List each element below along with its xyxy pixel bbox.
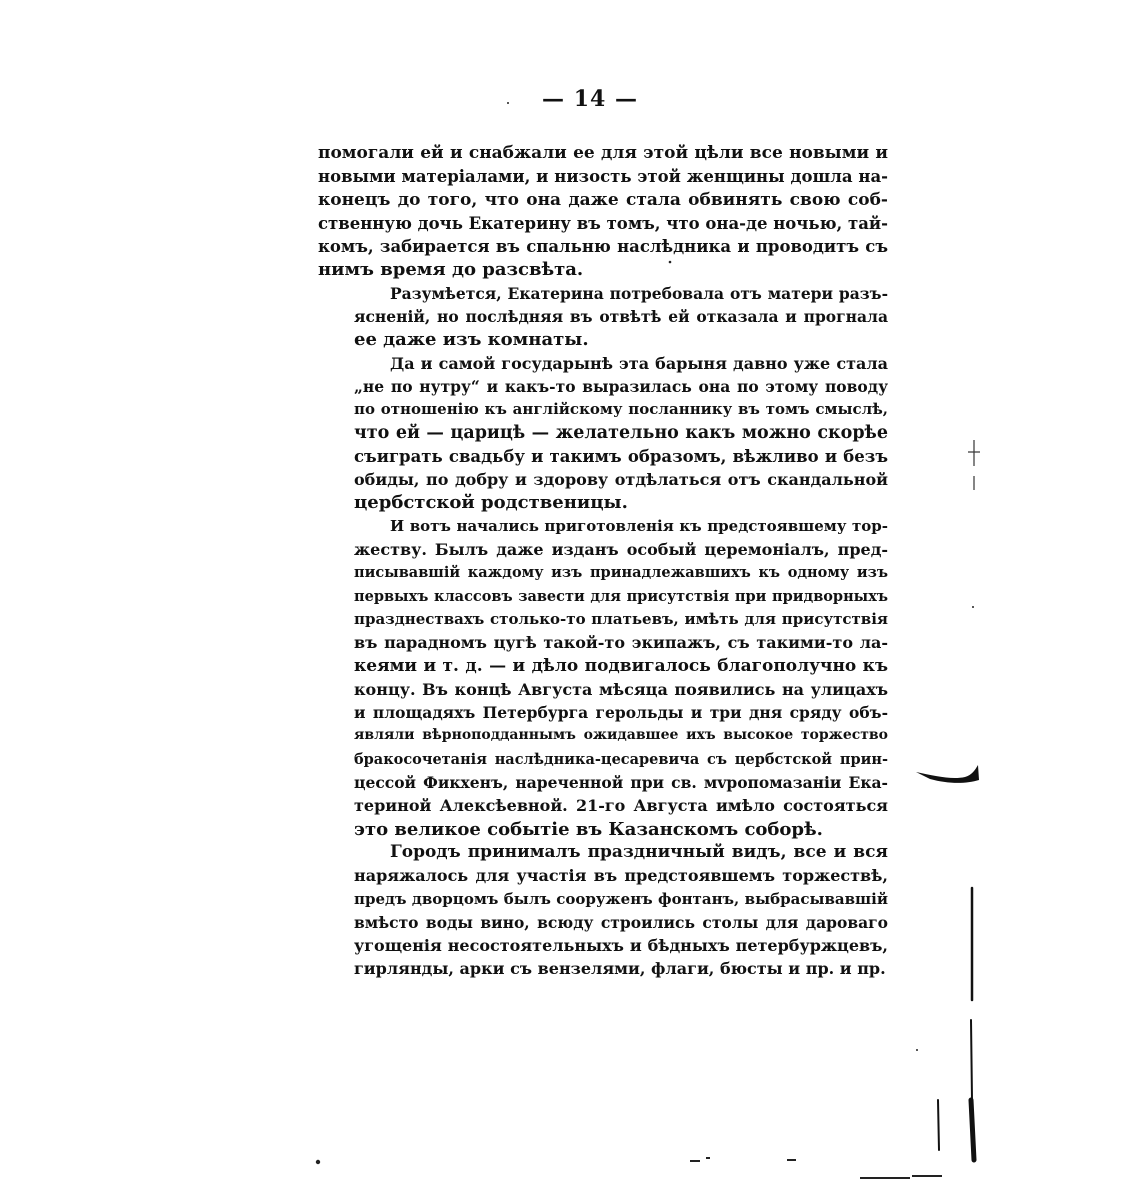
text-line: угощенія несостоятельныхъ и бѣдныхъ петербуржцевъ,: [354, 936, 888, 956]
paragraph: [318, 142, 888, 282]
text-line: помогали ей и снабжали ее для этой цѣли все новыми и: [318, 143, 888, 163]
margin-binding-line: [938, 888, 974, 1160]
text-line: это великое событіе въ Казанскомъ соборѣ.: [354, 818, 823, 840]
text-line: Разумѣется, Екатерина потребовала отъ матери разъ-: [390, 283, 888, 303]
text-line: комъ, забирается въ спальню наслѣдника и проводитъ съ: [318, 237, 888, 257]
margin-swash-mark: [916, 765, 979, 783]
text-line: жеству. Былъ даже изданъ особый церемоніалъ, пред-: [354, 540, 888, 560]
text-line: первыхъ классовъ завести для присутствія при придворныхъ: [354, 587, 888, 605]
paragraph: [318, 352, 888, 515]
text-line: по отношенію къ англійскому посланнику въ томъ смыслѣ,: [354, 400, 888, 419]
text-line: наряжалось для участія въ предстоявшемъ торжествѣ,: [354, 866, 888, 886]
page-number: — 14 —: [542, 86, 638, 112]
paragraph: [318, 841, 888, 981]
text-line: ственную дочь Екатерину въ томъ, что она-де ночью, тай-: [318, 213, 888, 233]
text-line: цессой Фикхенъ, нареченной при св. мvропомазаніи Ека-: [354, 773, 888, 793]
text-line: Да и самой государынѣ эта барыня давно уже стала: [390, 353, 888, 373]
text-line: съиграть свадьбу и такимъ образомъ, вѣжливо и безъ: [354, 446, 888, 466]
text-line: и площадяхъ Петербурга герольды и три дня сряду объ-: [354, 703, 888, 723]
text-line: являли вѣрноподданнымъ ожидавшее ихъ высокое торжество: [354, 727, 888, 744]
paragraph: [318, 282, 888, 352]
text-line: писывавшій каждому изъ принадлежавшихъ къ одному изъ: [354, 564, 888, 582]
text-line: что ей — царицѣ — желательно какъ можно скорѣе: [354, 422, 888, 443]
text-line: обиды, по добру и здорову отдѣлаться отъ скандальной: [354, 470, 888, 490]
text-line: конецъ до того, что она даже стала обвинять свою соб-: [318, 189, 888, 210]
text-line: концу. Въ концѣ Августа мѣсяца появились на улицахъ: [354, 679, 888, 699]
text-line: нимъ время до разсвѣта.: [318, 259, 584, 281]
text-line: празднествахъ столько-то платьевъ, имѣть для присутствія: [354, 609, 888, 628]
text-line: териной Алексѣевной. 21-го Августа имѣло состояться: [354, 796, 888, 816]
text-line: И вотъ начались приготовленія къ предстоявшему тор-: [390, 516, 888, 535]
text-line: Городъ принималъ праздничный видъ, все и вся: [390, 841, 888, 862]
body-text: [318, 142, 888, 981]
text-line: кеями и т. д. — и дѣло подвигалось благополучно къ: [354, 655, 888, 676]
paragraph: [318, 515, 888, 841]
text-line: ясненій, но послѣдняя въ отвѣтѣ ей отказала и прогнала: [354, 307, 888, 327]
text-line: „не по нутру“ и какъ-то выразилась она по этому поводу: [354, 376, 888, 396]
text-line: въ парадномъ цугѣ такой-то экипажъ, съ такими-то ла-: [354, 633, 888, 653]
text-line: новыми матеріалами, и низость этой женщины дошла на-: [318, 167, 888, 187]
text-line: вмѣсто воды вино, всюду строились столы для дароваго: [354, 912, 888, 932]
text-line: гирлянды, арки съ вензелями, флаги, бюсты и пр. и пр.: [354, 959, 886, 979]
text-line: предъ дворцомъ былъ сооруженъ фонтанъ, выбрасывавшій: [354, 889, 888, 908]
text-line: цербстской родственицы.: [354, 492, 628, 514]
text-line: бракосочетанія наслѣдника-цесаревича съ цербстской прин-: [354, 750, 888, 768]
margin-cross-mark: [968, 440, 980, 490]
text-line: ее даже изъ комнаты.: [354, 329, 589, 351]
